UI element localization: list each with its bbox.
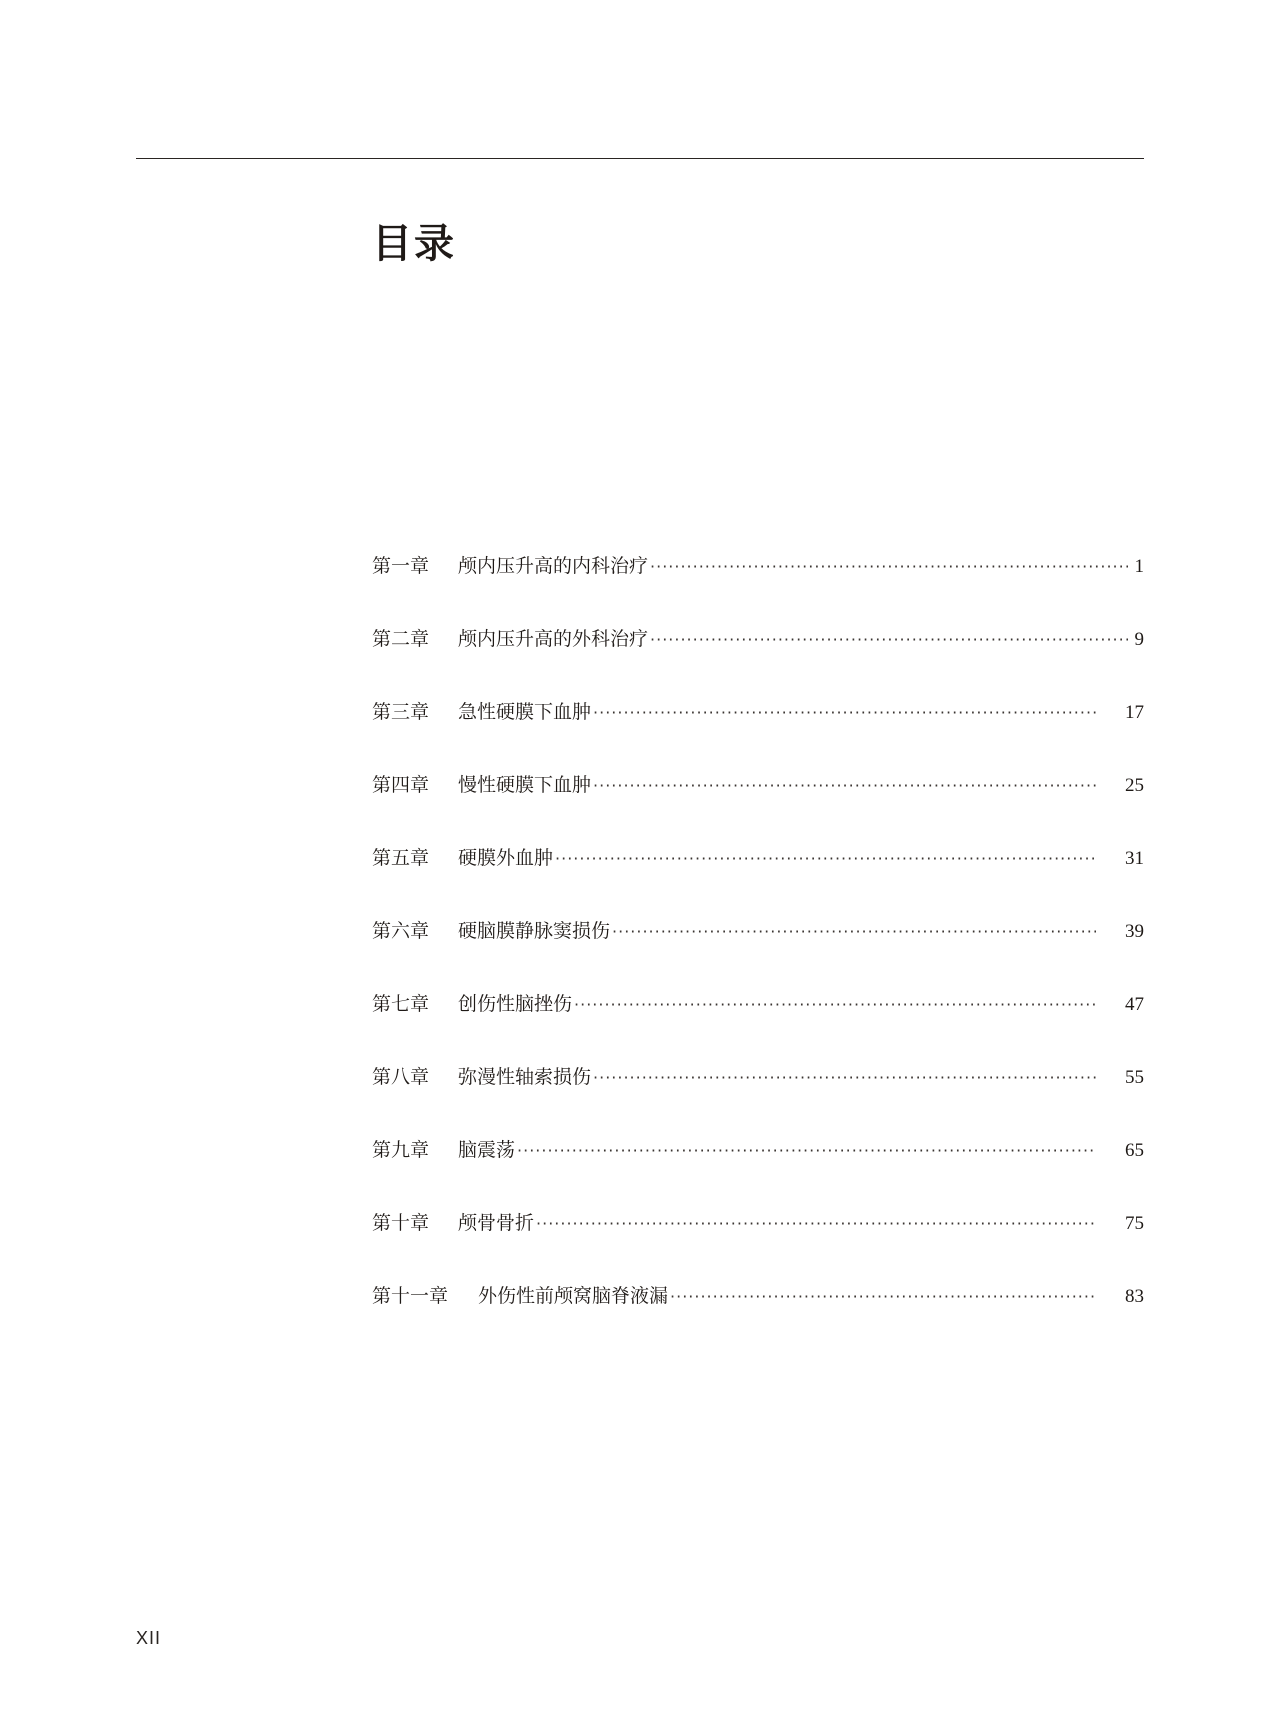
toc-dot-leader <box>650 553 1128 581</box>
toc-chapter-number: 第四章 <box>372 774 430 796</box>
toc-chapter-number: 第三章 <box>372 701 430 723</box>
toc-chapter-title: 慢性硬膜下血肿 <box>458 774 592 796</box>
toc-chapter-title: 颅内压升高的内科治疗 <box>458 555 649 577</box>
toc-entry[interactable] <box>372 990 1144 1063</box>
toc-entry[interactable] <box>372 1282 1144 1355</box>
toc-page-number: 31 <box>1125 848 1144 869</box>
toc-chapter-number: 第十章 <box>372 1212 430 1234</box>
toc-chapter-number: 第七章 <box>372 993 430 1015</box>
toc-entry[interactable] <box>372 1063 1144 1136</box>
toc-entry[interactable] <box>372 1209 1144 1282</box>
toc-chapter-title: 脑震荡 <box>458 1139 516 1161</box>
toc-entry[interactable] <box>372 771 1144 844</box>
toc-dot-leader <box>574 991 1096 1019</box>
toc-list <box>372 552 1144 1355</box>
toc-entry[interactable] <box>372 698 1144 771</box>
toc-page-number: 17 <box>1125 702 1144 723</box>
toc-chapter-number: 第八章 <box>372 1066 430 1088</box>
toc-entry[interactable] <box>372 1136 1144 1209</box>
toc-chapter-title: 弥漫性轴索损伤 <box>458 1066 592 1088</box>
page-title: 目录 <box>372 221 456 267</box>
toc-page-number: 1 <box>1134 556 1144 577</box>
toc-dot-leader <box>593 1064 1096 1092</box>
toc-page-number: 25 <box>1125 775 1144 796</box>
toc-chapter-title: 硬膜外血肿 <box>458 847 554 869</box>
toc-page-number: 75 <box>1125 1213 1144 1234</box>
toc-entry[interactable] <box>372 917 1144 990</box>
page-folio: XII <box>136 1628 162 1648</box>
header-rule <box>136 158 1144 159</box>
toc-chapter-title: 外伤性前颅窝脑脊液漏 <box>478 1285 669 1307</box>
toc-chapter-title: 颅骨骨折 <box>458 1212 535 1234</box>
toc-entry[interactable] <box>372 625 1144 698</box>
toc-chapter-title: 颅内压升高的外科治疗 <box>458 628 649 650</box>
toc-page-number: 47 <box>1125 994 1144 1015</box>
toc-dot-leader <box>593 699 1096 727</box>
toc-page-number: 55 <box>1125 1067 1144 1088</box>
toc-chapter-number: 第一章 <box>372 555 430 577</box>
toc-page-number: 65 <box>1125 1140 1144 1161</box>
toc-chapter-number: 第六章 <box>372 920 430 942</box>
toc-chapter-number: 第九章 <box>372 1139 430 1161</box>
toc-chapter-title: 创伤性脑挫伤 <box>458 993 573 1015</box>
toc-chapter-number: 第十一章 <box>372 1285 449 1307</box>
toc-chapter-title: 硬脑膜静脉窦损伤 <box>458 920 611 942</box>
toc-chapter-title: 急性硬膜下血肿 <box>458 701 592 723</box>
toc-entry[interactable] <box>372 844 1144 917</box>
toc-dot-leader <box>612 918 1096 946</box>
toc-page-number: 39 <box>1125 921 1144 942</box>
toc-dot-leader <box>555 845 1096 873</box>
toc-dot-leader <box>670 1283 1096 1311</box>
toc-dot-leader <box>593 772 1096 800</box>
toc-chapter-number: 第五章 <box>372 847 430 869</box>
toc-dot-leader <box>517 1137 1096 1165</box>
toc-page-number: 9 <box>1134 629 1144 650</box>
toc-dot-leader <box>536 1210 1096 1238</box>
toc-chapter-number: 第二章 <box>372 628 430 650</box>
toc-page-number: 83 <box>1125 1286 1144 1307</box>
toc-dot-leader <box>650 626 1128 654</box>
toc-entry[interactable] <box>372 552 1144 625</box>
